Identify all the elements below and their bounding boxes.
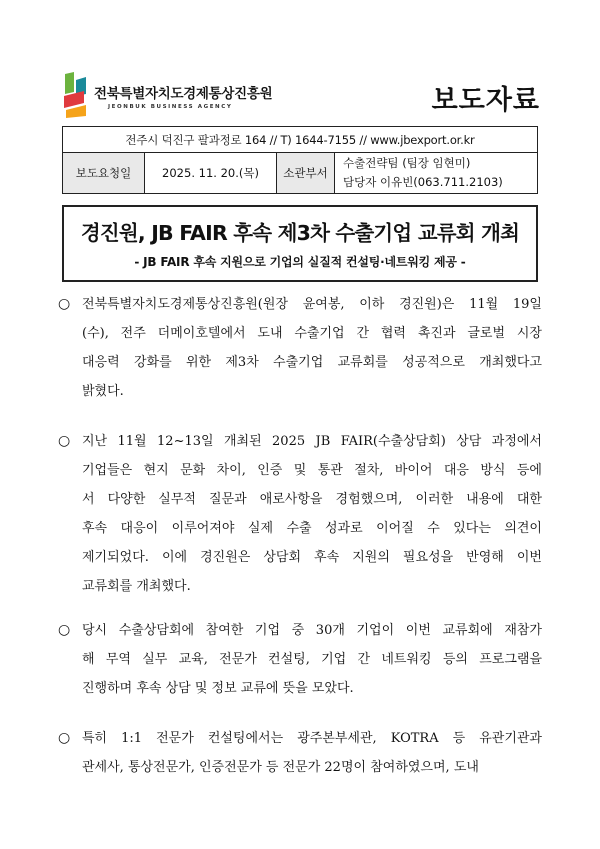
doc-type-title: 보도자료 [431, 85, 540, 116]
paragraph-line [58, 485, 542, 514]
paragraph [58, 290, 542, 406]
line-text: 특히 1:1 전문가 컨설팅에서는 광주본부세관, KOTRA 등 유관기관과 [82, 731, 542, 746]
line-text: 진행하며 후속 상담 및 정보 교류에 뜻을 모았다. [82, 681, 354, 696]
paragraph-line [58, 456, 542, 485]
line-text: 제기되었다. 이에 경진원은 상담회 후속 지원의 필요성을 반영해 이번 [82, 550, 542, 565]
line-text: 서 다양한 실무적 질문과 애로사항을 경험했으며, 이러한 내용에 대한 [82, 492, 542, 507]
paragraph [58, 616, 542, 703]
line-text: 관세사, 통상전문가, 인증전문가 등 전문가 22명이 참여하였으며, 도내 [82, 760, 479, 775]
paragraph [58, 427, 542, 601]
bullet-marker: ○ [58, 296, 71, 312]
logo-green-shape [65, 72, 74, 94]
paragraph [58, 724, 542, 782]
paragraph-line [58, 753, 542, 782]
bullet-marker: ○ [58, 730, 71, 746]
org-name-ko: 전북특별자치도경제통상진흥원 [94, 86, 273, 102]
line-text: 교류회를 개최했다. [82, 579, 191, 594]
request-date-value: 2025. 11. 20.(목) [145, 153, 277, 194]
letterhead [62, 72, 540, 122]
paragraph-line [58, 543, 542, 572]
paragraph-line [58, 572, 542, 601]
headline-box [62, 205, 538, 282]
paragraph-line [58, 377, 542, 406]
dept-label: 소관부서 [277, 153, 335, 194]
paragraph-line [58, 348, 542, 377]
line-text: 후속 대응이 이루어져야 실제 수출 성과로 이어질 수 있다는 의견이 [82, 521, 542, 536]
paragraph-line [58, 616, 542, 645]
line-text: 대응력 강화를 위한 제3차 수출기업 교류회를 성공적으로 개최했다고 [82, 355, 542, 370]
paragraph-line [58, 674, 542, 703]
dept-contact: 담당자 이유빈(063.711.2103) [343, 175, 503, 189]
request-row [63, 153, 538, 194]
paragraph-line [58, 427, 542, 456]
dept-team: 수출전략팀 (팀장 임현미) [343, 156, 471, 170]
dept-value [335, 153, 538, 194]
line-text: 지난 11월 12~13일 개최된 2025 JB FAIR(수출상담회) 상담 과정에서 [82, 434, 542, 449]
info-table [62, 126, 538, 194]
agency-logo-icon [62, 72, 90, 118]
paragraph-line [58, 645, 542, 674]
paragraph-line [58, 724, 542, 753]
contact-address: 전주시 덕진구 팔과정로 164 // T) 1644-7155 // www.jbexport.or.kr [63, 127, 538, 153]
paragraph-line [58, 514, 542, 543]
headline-title: 경진원, JB FAIR 후속 제3차 수출기업 교류회 개최 [80, 221, 520, 245]
line-text: 밝혔다. [82, 384, 124, 399]
bullet-marker: ○ [58, 433, 71, 449]
org-name-en: JEONBUK BUSINESS AGENCY [108, 104, 233, 110]
line-text: 당시 수출상담회에 참여한 기업 중 30개 기업이 이번 교류회에 재참가 [82, 623, 542, 638]
paragraph-line [58, 319, 542, 348]
org-name-block [94, 82, 272, 110]
bullet-marker: ○ [58, 622, 71, 638]
line-text: 기업들은 현지 문화 차이, 인증 및 통관 절차, 바이어 대응 방식 등에 [82, 463, 542, 478]
line-text: 전북특별자치도경제통상진흥원(원장 윤여봉, 이하 경진원)은 11월 19일 [82, 297, 542, 312]
line-text: 해 무역 실무 교육, 전문가 컨설팅, 기업 간 네트워킹 등의 프로그램을 [82, 652, 542, 667]
line-text: (수), 전주 더메이호텔에서 도내 수출기업 간 협력 촉진과 글로벌 시장 [82, 326, 542, 341]
logo-orange-shape [66, 105, 86, 118]
paragraph-line [58, 290, 542, 319]
address-row [63, 127, 538, 153]
request-date-label: 보도요청일 [63, 153, 145, 194]
headline-subtitle: - JB FAIR 후속 지원으로 기업의 실질적 컨설팅·네트워킹 제공 - [134, 255, 466, 269]
